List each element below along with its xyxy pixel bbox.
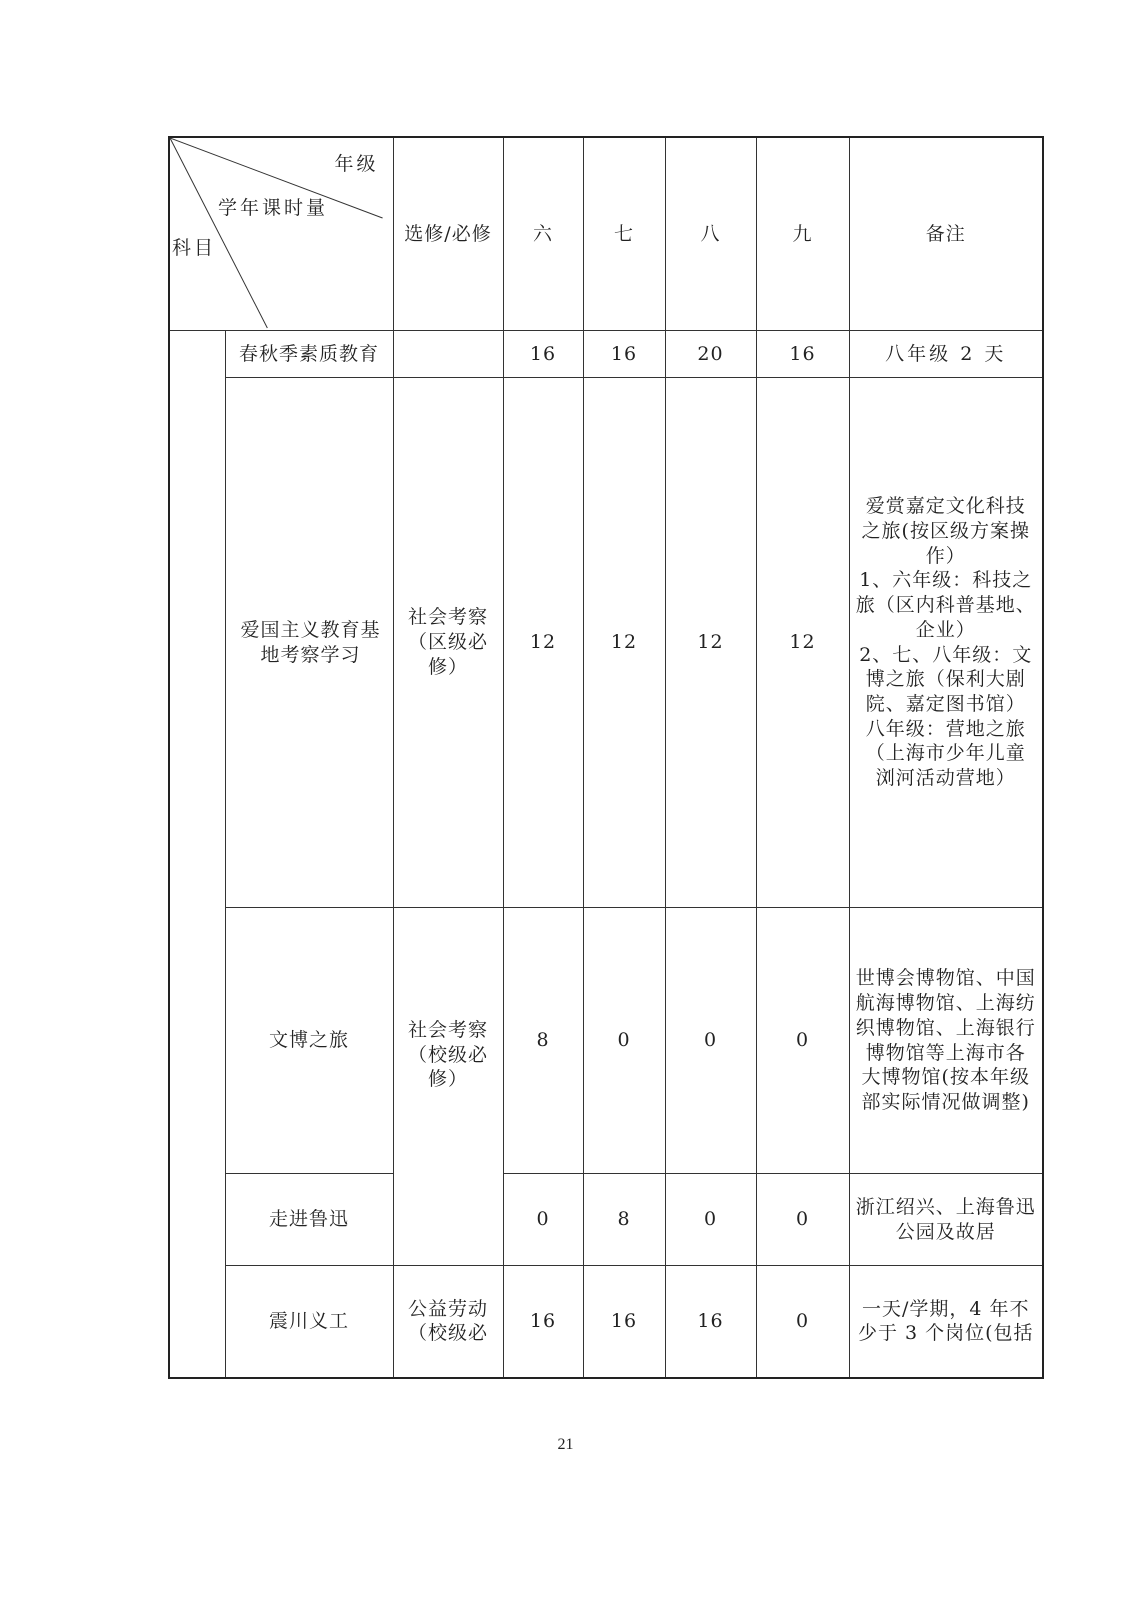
value-cell: 0	[756, 1266, 849, 1378]
table-row	[169, 1266, 1043, 1378]
note-cell	[849, 378, 1043, 908]
value-cell: 0	[583, 908, 665, 1174]
table-row	[169, 378, 1043, 908]
note-line: 浏河活动营地）	[875, 766, 1016, 789]
note-cell: 八年级 2 天	[849, 331, 1043, 378]
diagonal-label-hours: 学年课时量	[218, 197, 329, 219]
value-cell: 0	[756, 908, 849, 1174]
subject-cell	[225, 378, 393, 908]
value-cell: 12	[583, 378, 665, 908]
value-cell: 12	[756, 378, 849, 908]
value-cell: 8	[503, 908, 583, 1174]
header-grade-7: 七	[583, 137, 665, 331]
note-line: 2、七、八年级：文	[859, 643, 1033, 666]
page-number: 21	[557, 1436, 574, 1453]
subject-line: 地考察学习	[260, 643, 361, 666]
category-group-cell	[169, 331, 225, 1378]
table-row	[169, 1174, 1043, 1266]
note-line: 院、嘉定图书馆）	[865, 692, 1026, 715]
note-line: 世博会博物馆、中国	[855, 967, 1036, 990]
header-type: 选修/必修	[393, 137, 503, 331]
subject-cell: 走进鲁迅	[225, 1174, 393, 1266]
diagonal-label-grade: 年级	[334, 153, 379, 175]
note-line: 作）	[925, 544, 966, 567]
note-line: 之旅(按区级方案操	[861, 520, 1030, 543]
type-line: 公益劳动	[407, 1297, 488, 1320]
note-line: 企业）	[915, 618, 976, 641]
note-line: 博之旅（保利大剧	[865, 668, 1026, 691]
type-cell	[393, 1266, 503, 1378]
header-grade-9: 九	[756, 137, 849, 331]
type-line: 修）	[427, 1068, 468, 1091]
diagonal-label-subject: 科目	[172, 237, 217, 259]
note-line: 旅（区内科普基地、	[855, 594, 1036, 617]
value-cell: 16	[503, 1266, 583, 1378]
value-cell: 16	[583, 331, 665, 378]
header-grade-6: 六	[503, 137, 583, 331]
type-line: 社会考察	[407, 606, 488, 629]
type-cell-empty	[393, 331, 503, 378]
value-cell: 20	[665, 331, 756, 378]
note-line: （上海市少年儿童	[865, 742, 1026, 765]
subject-cell: 文博之旅	[225, 908, 393, 1174]
value-cell: 16	[756, 331, 849, 378]
value-cell: 0	[756, 1174, 849, 1266]
note-cell	[849, 1266, 1043, 1378]
type-cell	[393, 908, 503, 1266]
header-grade-8: 八	[665, 137, 756, 331]
subject-cell: 震川义工	[225, 1266, 393, 1378]
value-cell: 12	[503, 378, 583, 908]
note-cell	[849, 908, 1043, 1174]
subject-cell: 春秋季素质教育	[225, 331, 393, 378]
table-row	[169, 908, 1043, 1174]
note-line: 大博物馆(按本年级	[861, 1066, 1030, 1089]
value-cell: 0	[503, 1174, 583, 1266]
value-cell: 16	[665, 1266, 756, 1378]
type-line: （校级必	[407, 1043, 488, 1066]
note-line: 航海博物馆、上海纺	[855, 992, 1036, 1015]
value-cell: 16	[583, 1266, 665, 1378]
value-cell: 8	[583, 1174, 665, 1266]
type-line: （校级必	[407, 1322, 488, 1345]
note-line: 一天/学期，4 年不	[861, 1297, 1030, 1320]
note-line: 八年级：营地之旅	[865, 717, 1026, 740]
note-line: 公园及故居	[895, 1220, 996, 1243]
value-cell: 0	[665, 1174, 756, 1266]
course-hours-table	[168, 136, 1044, 1379]
table-row	[169, 331, 1043, 378]
value-cell: 12	[665, 378, 756, 908]
value-cell: 16	[503, 331, 583, 378]
note-cell	[849, 1174, 1043, 1266]
header-note: 备注	[849, 137, 1043, 331]
note-line: 少于 3 个岗位(包括	[857, 1322, 1034, 1345]
table-header-row	[169, 137, 1043, 331]
note-line: 浙江绍兴、上海鲁迅	[855, 1195, 1036, 1218]
type-line: 修）	[427, 655, 468, 678]
type-line: 社会考察	[407, 1019, 488, 1041]
note-line: 1、六年级：科技之	[859, 569, 1033, 592]
value-cell: 0	[665, 908, 756, 1174]
note-line: 爱赏嘉定文化科技	[865, 495, 1026, 518]
diagonal-header-cell	[169, 137, 393, 331]
type-cell	[393, 378, 503, 908]
note-line: 织博物馆、上海银行	[855, 1016, 1036, 1039]
subject-line: 爱国主义教育基	[240, 618, 381, 641]
note-line: 博物馆等上海市各	[865, 1041, 1026, 1064]
type-line: （区级必	[407, 631, 488, 654]
note-line: 部实际情况做调整)	[861, 1090, 1030, 1113]
